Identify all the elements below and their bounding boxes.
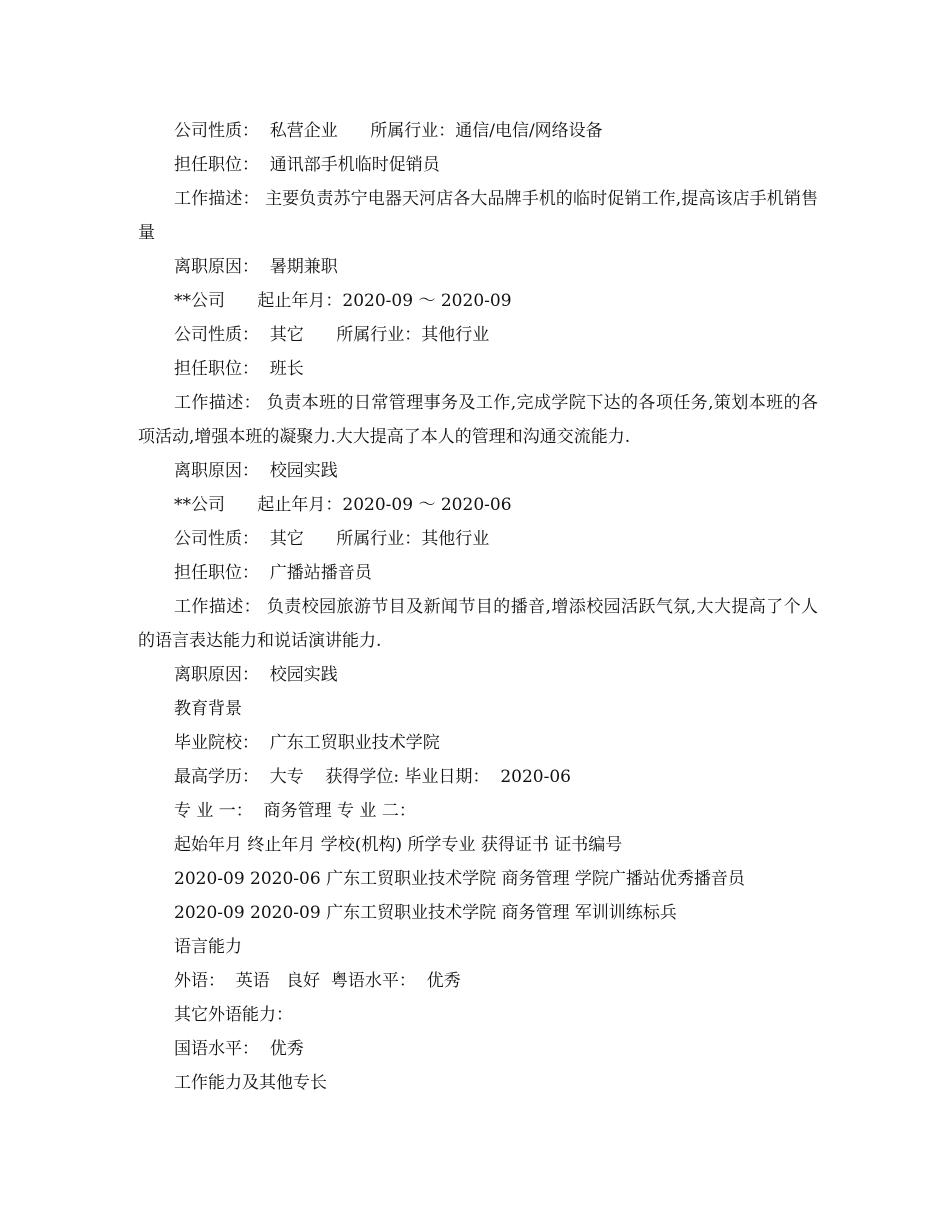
job-description-paragraph: 工作描述： 负责校园旅游节目及新闻节目的播音,增添校园活跃气氛,大大提高了个人的语言表达能力和说话演讲能力. [138, 597, 818, 651]
leave-reason-line: 离职原因： 校园实践 [174, 665, 338, 685]
position-line: 担任职位： 广播站播音员 [174, 563, 372, 583]
job-description-paragraph: 工作描述： 主要负责苏宁电器天河店各大品牌手机的临时促销工作,提高该店手机销售量 [138, 189, 818, 243]
company-nature-line: 公司性质： 其它 所属行业：其他行业 [174, 325, 490, 345]
job-description-paragraph: 工作描述： 负责本班的日常管理事务及工作,完成学院下达的各项任务,策划本班的各项活动,增强本班的凝聚力.大大提高了本人的管理和沟通交流能力. [138, 393, 818, 447]
leave-reason-line: 离职原因： 校园实践 [174, 461, 338, 481]
company-period-line: **公司 起止年月：2020-09 ～ 2020-09 [174, 291, 512, 311]
education-table-header: 起始年月 终止年月 学校(机构) 所学专业 获得证书 证书编号 [174, 835, 623, 855]
company-nature-line: 公司性质： 私营企业 所属行业：通信/电信/网络设备 [174, 121, 603, 141]
highest-degree-line: 最高学历： 大专 获得学位: 毕业日期： 2020-06 [174, 767, 572, 787]
mandarin-level-line: 国语水平： 优秀 [174, 1039, 304, 1059]
graduate-school-line: 毕业院校： 广东工贸职业技术学院 [174, 733, 440, 753]
resume-content [138, 114, 818, 1100]
foreign-language-line: 外语： 英语 良好 粤语水平： 优秀 [174, 971, 461, 991]
section-heading-language: 语言能力 [174, 937, 242, 957]
company-nature-line: 公司性质： 其它 所属行业：其他行业 [174, 529, 490, 549]
section-heading-education: 教育背景 [174, 699, 242, 719]
position-line: 担任职位： 班长 [174, 359, 304, 379]
major-line: 专 业 一： 商务管理 专 业 二： [174, 801, 416, 821]
position-line: 担任职位： 通讯部手机临时促销员 [174, 155, 440, 175]
section-heading-skills: 工作能力及其他专长 [174, 1073, 327, 1093]
other-language-line: 其它外语能力： [174, 1005, 293, 1025]
company-period-line: **公司 起止年月：2020-09 ～ 2020-06 [174, 495, 512, 515]
leave-reason-line: 离职原因： 暑期兼职 [174, 257, 338, 277]
education-table-row: 2020-09 2020-09 广东工贸职业技术学院 商务管理 军训训练标兵 [174, 903, 677, 923]
education-table-row: 2020-09 2020-06 广东工贸职业技术学院 商务管理 学院广播站优秀播音员 [174, 869, 745, 889]
